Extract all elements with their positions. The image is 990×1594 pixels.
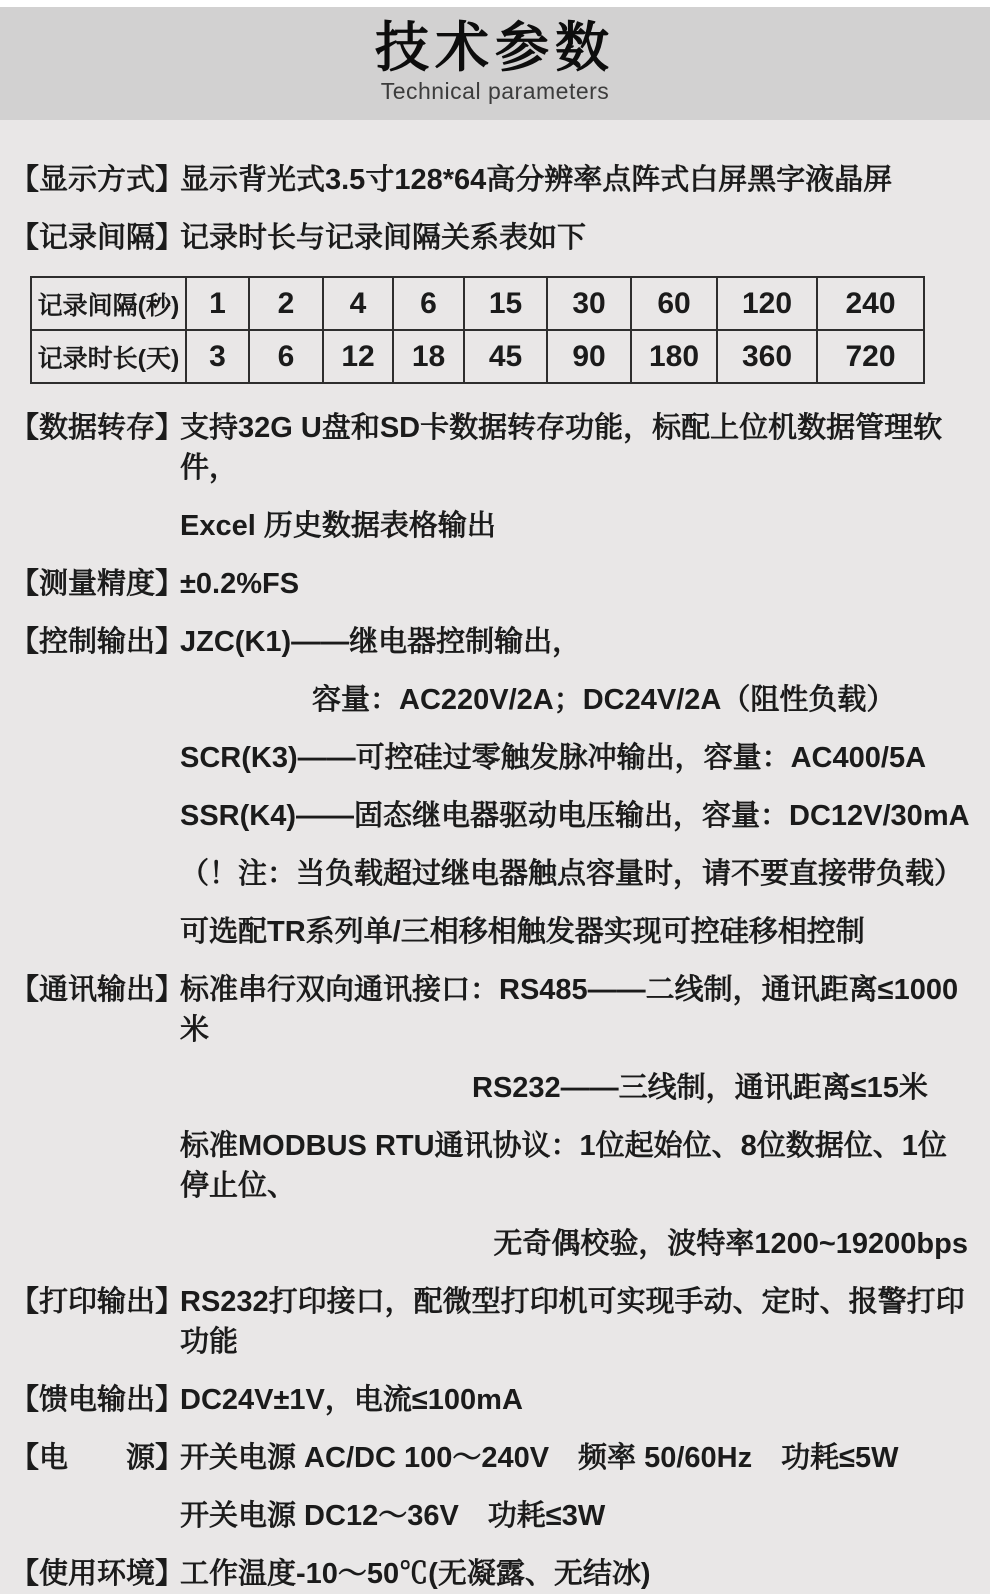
spec-row-record-interval — [10, 218, 970, 258]
spec-value-power-1: 开关电源 AC/DC 100～240V 频率 50/60Hz 功耗≤5W — [180, 1442, 899, 1474]
spec-label-accuracy: 【测量精度】 — [10, 568, 185, 600]
spec-value-comm-2: RS232——三线制，通讯距离≤15米 — [472, 1072, 928, 1104]
record-table-wrap — [30, 276, 970, 384]
spec-label-control-output: 【控制输出】 — [10, 626, 185, 658]
top-white-strip — [0, 0, 990, 7]
spec-value-display: 显示背光式3.5寸128*64高分辨率点阵式白屏黑字液晶屏 — [180, 164, 893, 196]
table-row-interval — [31, 277, 924, 330]
spec-value-power-feed: DC24V±1V，电流≤100mA — [180, 1384, 523, 1416]
spec-label-display: 【显示方式】 — [10, 164, 185, 196]
spec-label-print-output: 【打印输出】 — [10, 1286, 185, 1318]
spec-row-display — [10, 160, 970, 200]
table-cell: 4 — [323, 277, 393, 330]
spec-row-data-transfer — [10, 408, 970, 546]
spec-label-data-transfer: 【数据转存】 — [10, 412, 185, 444]
spec-row-accuracy — [10, 564, 970, 604]
page-header — [0, 7, 990, 120]
table-cell: 18 — [393, 330, 464, 383]
spec-label-power-feed: 【馈电输出】 — [10, 1384, 185, 1416]
spec-value-record-interval: 记录时长与记录间隔关系表如下 — [180, 222, 587, 254]
table-cell: 90 — [547, 330, 631, 383]
page-subtitle: Technical parameters — [380, 78, 610, 104]
spec-value-environment: 工作温度-10～50℃(无凝露、无结冰) — [180, 1558, 651, 1590]
spec-label-record-interval: 【记录间隔】 — [10, 222, 185, 254]
spec-label-comm-output: 【通讯输出】 — [10, 974, 185, 1006]
spec-value-comm-1: 标准串行双向通讯接口：RS485——二线制，通讯距离≤1000米 — [180, 974, 959, 1046]
table-cell: 120 — [717, 277, 817, 330]
spec-value-control-2: 容量：AC220V/2A；DC24V/2A（阻性负载） — [312, 684, 896, 716]
table-rowhead-duration: 记录时长(天) — [31, 330, 186, 383]
table-row-duration — [31, 330, 924, 383]
table-cell: 45 — [464, 330, 547, 383]
spec-label-power: 【电 源】 — [10, 1442, 185, 1474]
table-cell: 360 — [717, 330, 817, 383]
spec-row-power-feed — [10, 1380, 970, 1420]
spec-value-power-2: 开关电源 DC12～36V 功耗≤3W — [180, 1500, 606, 1532]
spec-row-power — [10, 1438, 970, 1536]
table-cell: 720 — [817, 330, 924, 383]
table-cell: 240 — [817, 277, 924, 330]
spec-list — [0, 160, 990, 1594]
spec-value-print-output: RS232打印接口，配微型打印机可实现手动、定时、报警打印功能 — [180, 1286, 965, 1358]
table-cell: 180 — [631, 330, 717, 383]
spec-value-data-transfer-1: 支持32G U盘和SD卡数据转存功能，标配上位机数据管理软件， — [180, 412, 943, 484]
spec-value-control-6: 可选配TR系列单/三相移相触发器实现可控硅移相控制 — [180, 916, 865, 948]
spec-row-comm-output — [10, 970, 970, 1264]
table-cell: 1 — [186, 277, 249, 330]
record-interval-table — [30, 276, 925, 384]
spec-label-environment: 【使用环境】 — [10, 1558, 185, 1590]
spec-row-environment — [10, 1554, 970, 1594]
table-cell: 60 — [631, 277, 717, 330]
spec-value-comm-3: 标准MODBUS RTU通讯协议：1位起始位、8位数据位、1位停止位、 — [180, 1130, 947, 1202]
table-cell: 2 — [249, 277, 323, 330]
spec-row-control-output — [10, 622, 970, 952]
spec-value-control-3: SCR(K3)——可控硅过零触发脉冲输出，容量：AC400/5A — [180, 742, 927, 774]
spec-value-control-4: SSR(K4)——固态继电器驱动电压输出，容量：DC12V/30mA — [180, 800, 970, 832]
page-title: 技术参数 — [375, 18, 615, 78]
table-cell: 3 — [186, 330, 249, 383]
spec-value-accuracy: ±0.2%FS — [180, 568, 300, 600]
spec-row-print-output — [10, 1282, 970, 1362]
spec-value-data-transfer-2: Excel 历史数据表格输出 — [180, 510, 496, 542]
table-cell: 12 — [323, 330, 393, 383]
table-cell: 30 — [547, 277, 631, 330]
table-cell: 6 — [249, 330, 323, 383]
spec-value-control-5: （！注：当负载超过继电器触点容量时，请不要直接带负载） — [180, 858, 964, 890]
table-cell: 15 — [464, 277, 547, 330]
table-cell: 6 — [393, 277, 464, 330]
spec-value-control-1: JZC(K1)——继电器控制输出， — [180, 626, 582, 658]
spec-value-comm-4: 无奇偶校验，波特率1200~19200bps — [493, 1228, 968, 1260]
table-rowhead-interval: 记录间隔(秒) — [31, 277, 186, 330]
